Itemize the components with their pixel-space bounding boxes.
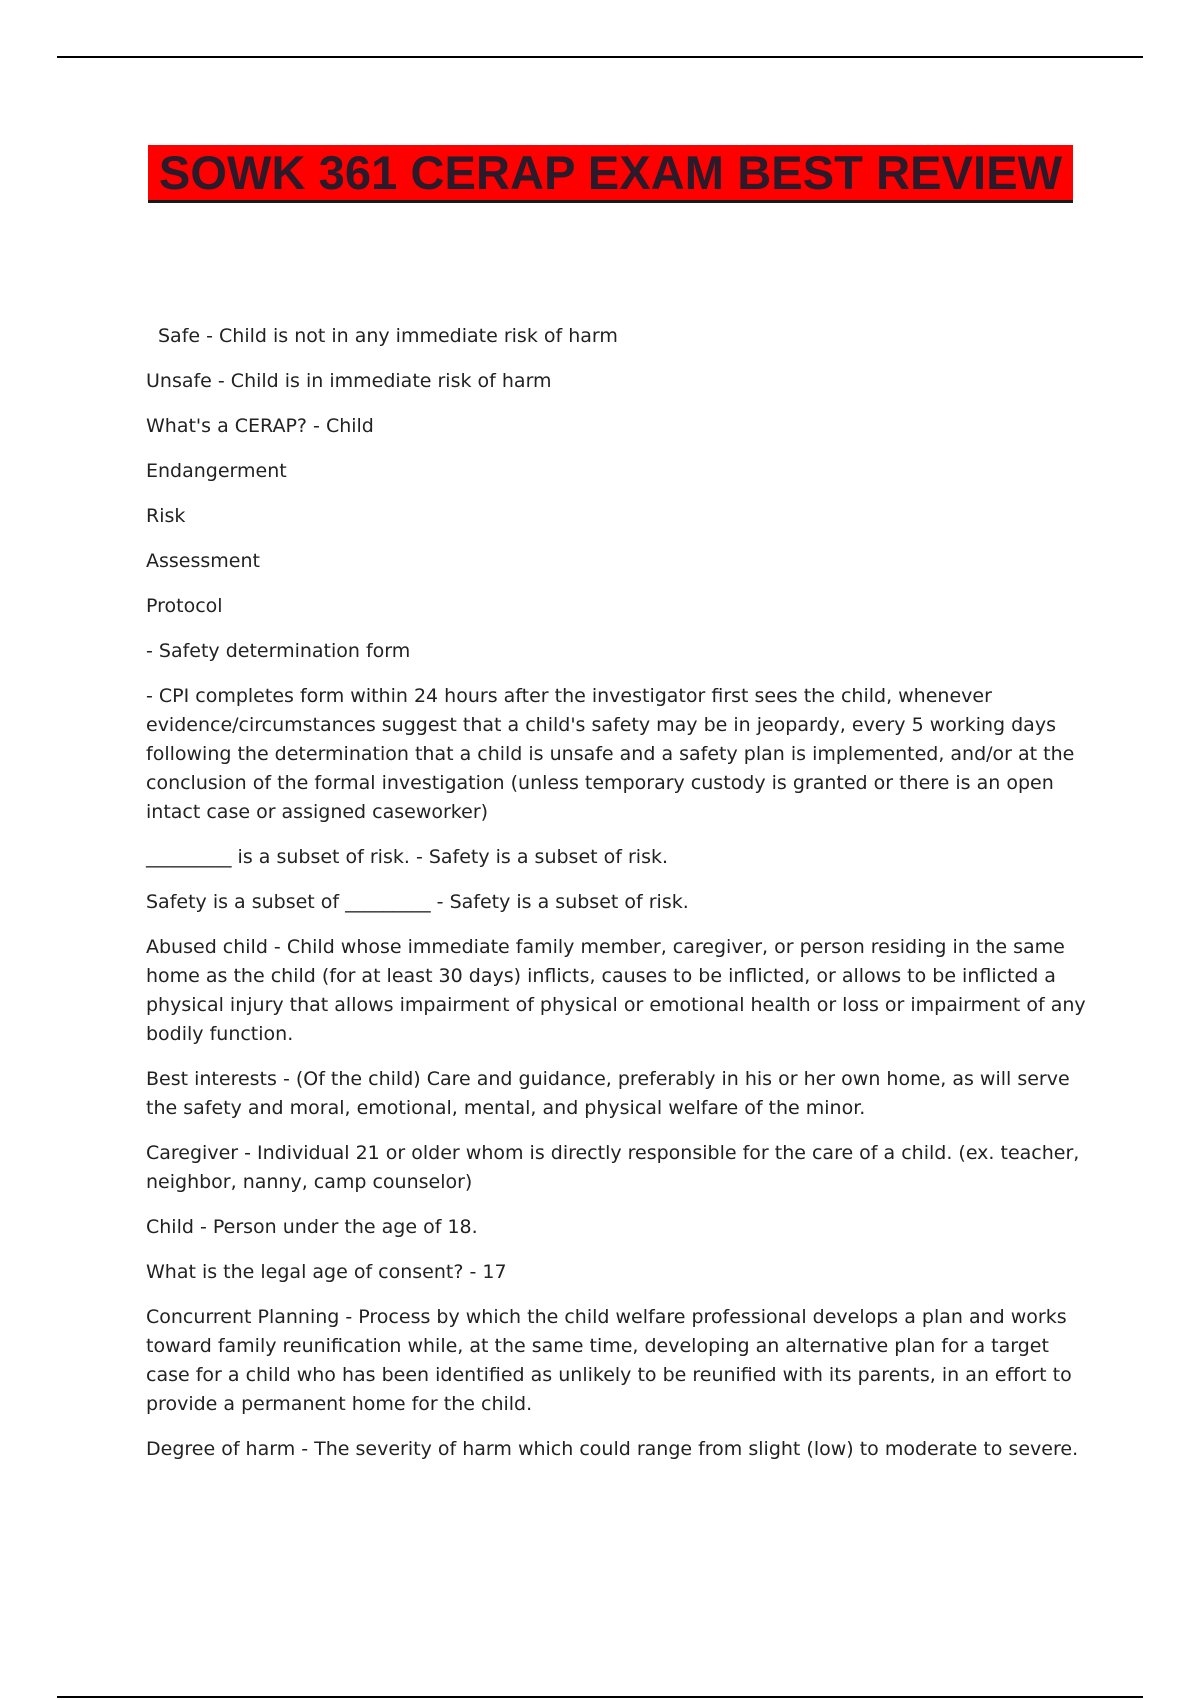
cerap-detail-form: - Safety determination form: [146, 640, 411, 662]
title-underline: [148, 200, 1073, 203]
term-caregiver: Caregiver - Individual 21 or older whom is directly responsible for the care of a child. (ex. teacher, neighbor, nanny, camp counselor): [146, 1142, 1080, 1193]
title-banner: [148, 145, 1073, 202]
cerap-word-risk: Risk: [146, 505, 186, 527]
bottom-rule: [57, 1696, 1143, 1698]
cerap-word-endangerment: Endangerment: [146, 460, 287, 482]
term-abused-child: Abused child - Child whose immediate family member, caregiver, or person residing in the same home as the child (for at least 30 days) inflicts, causes to be inflicted, or allows to be inflicted a physical injury that allows impairment of physical or emotional health or loss or impairment of any bodily function.: [146, 936, 1086, 1045]
term-cerap: What's a CERAP? - Child: [146, 415, 374, 437]
term-safe: Safe - Child is not in any immediate risk of harm: [158, 325, 618, 347]
term-unsafe: Unsafe - Child is in immediate risk of harm: [146, 370, 552, 392]
term-child: Child - Person under the age of 18.: [146, 1216, 478, 1238]
term-best-interests: Best interests - (Of the child) Care and guidance, preferably in his or her own home, as will serve the safety and moral, emotional, mental, and physical welfare of the minor.: [146, 1068, 1070, 1119]
term-degree-of-harm: Degree of harm - The severity of harm which could range from slight (low) to moderate to severe.: [146, 1438, 1079, 1460]
term-concurrent-planning: Concurrent Planning - Process by which the child welfare professional develops a plan and works toward family reunification while, at the same time, developing an alternative plan for a target case for a child who has been identified as unlikely to be reunified with its parents, in an effort to provide a permanent home for the child.: [146, 1306, 1072, 1415]
cerap-detail-timing: - CPI completes form within 24 hours after the investigator first sees the child, whenever evidence/circumstances suggest that a child's safety may be in jeopardy, every 5 working days following the determination that a child is unsafe and a safety plan is implemented, and/or at the conclusion of the formal investigation (unless temporary custody is granted or there is an open intact case or assigned caseworker): [146, 685, 1075, 823]
question-subset-2: Safety is a subset of _________ - Safety is a subset of risk.: [146, 891, 689, 913]
page-title: SOWK 361 CERAP EXAM BEST REVIEW: [158, 146, 1063, 199]
cerap-word-assessment: Assessment: [146, 550, 260, 572]
question-age-of-consent: What is the legal age of consent? - 17: [146, 1261, 507, 1283]
cerap-word-protocol: Protocol: [146, 595, 223, 617]
question-subset-1: _________ is a subset of risk. - Safety is a subset of risk.: [146, 846, 669, 868]
top-rule: [57, 56, 1143, 58]
document-body: [146, 322, 1096, 1480]
